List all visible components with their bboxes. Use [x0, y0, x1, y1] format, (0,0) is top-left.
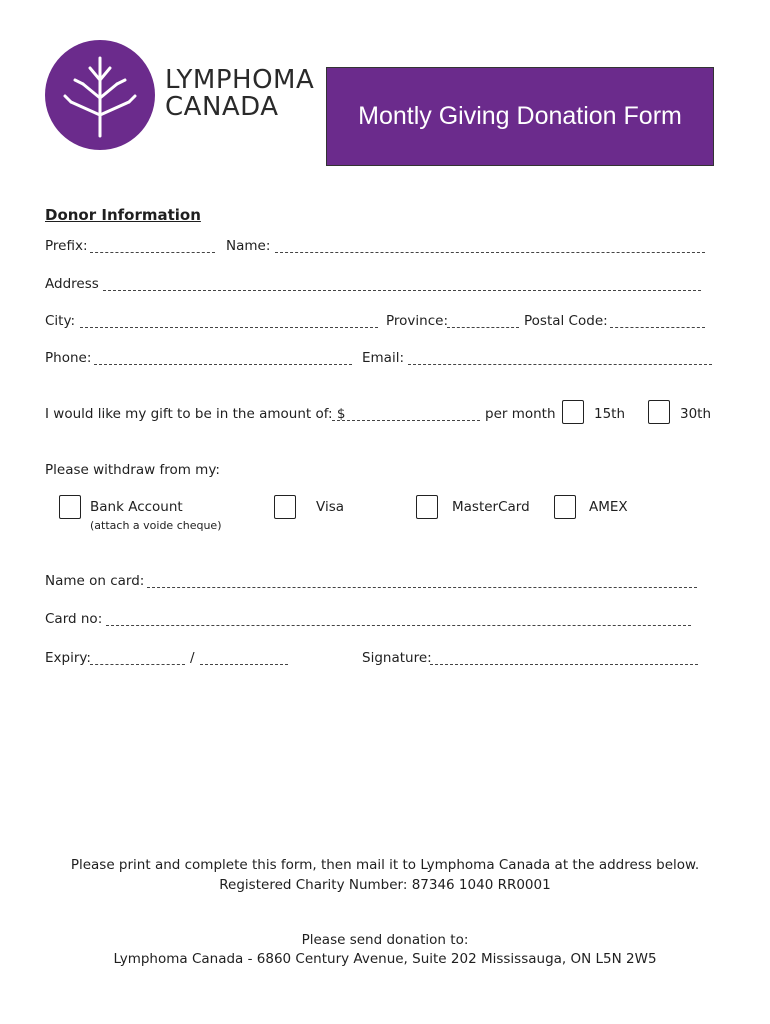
name-label: Name: [226, 238, 271, 254]
bank-account-label: Bank Account [90, 499, 183, 515]
phone-label: Phone: [45, 350, 92, 366]
city-field[interactable] [80, 327, 378, 328]
prefix-label: Prefix: [45, 238, 88, 254]
postal-code-field[interactable] [610, 327, 705, 328]
mastercard-label: MasterCard [452, 499, 530, 515]
day-15-label: 15th [594, 406, 626, 422]
card-number-label: Card no: [45, 611, 103, 627]
expiry-month-field[interactable] [90, 664, 185, 665]
charity-number-text: Registered Charity Number: 87346 1040 RR0001 [219, 877, 551, 893]
name-field[interactable] [275, 252, 705, 253]
withdraw-label: Please withdraw from my: [45, 462, 220, 478]
name-on-card-field[interactable] [147, 587, 697, 588]
amex-label: AMEX [589, 499, 628, 515]
gift-amount-field[interactable] [332, 420, 480, 421]
email-label: Email: [362, 350, 405, 366]
day-30-checkbox[interactable] [648, 400, 670, 424]
instructions-text: Please print and complete this form, then mail it to Lymphoma Canada at the address below. [70, 857, 700, 873]
postal-code-label: Postal Code: [524, 313, 608, 329]
bank-account-checkbox[interactable] [59, 495, 81, 519]
visa-checkbox[interactable] [274, 495, 296, 519]
logo-emblem [45, 40, 155, 150]
bank-account-note: (attach a voide cheque) [90, 519, 222, 532]
prefix-field[interactable] [90, 252, 215, 253]
card-number-field[interactable] [106, 625, 691, 626]
day-30-label: 30th [680, 406, 712, 422]
expiry-separator: / [190, 650, 195, 666]
address-field[interactable] [103, 290, 701, 291]
mailing-address: Lymphoma Canada - 6860 Century Avenue, Suite 202 Mississauga, ON L5N 2W5 [113, 951, 657, 967]
visa-label: Visa [316, 499, 344, 515]
signature-label: Signature: [362, 650, 432, 666]
expiry-label: Expiry: [45, 650, 91, 666]
brand-line-2: CANADA [165, 92, 279, 122]
expiry-year-field[interactable] [200, 664, 288, 665]
province-label: Province: [386, 313, 448, 329]
mastercard-checkbox[interactable] [416, 495, 438, 519]
province-field[interactable] [447, 327, 519, 328]
address-label: Address [45, 276, 99, 292]
per-month-label: per month [485, 406, 556, 422]
day-15-checkbox[interactable] [562, 400, 584, 424]
phone-field[interactable] [94, 364, 352, 365]
tree-icon [45, 40, 155, 150]
name-on-card-label: Name on card: [45, 573, 145, 589]
title-banner [326, 67, 714, 166]
city-label: City: [45, 313, 76, 329]
signature-field[interactable] [430, 664, 698, 665]
amex-checkbox[interactable] [554, 495, 576, 519]
gift-amount-label: I would like my gift to be in the amount of: $ [45, 406, 346, 422]
send-donation-label: Please send donation to: [301, 932, 469, 948]
page-title: Montly Giving Donation Form [358, 102, 682, 130]
donor-information-heading: Donor Information [45, 206, 201, 224]
brand-line-1: LYMPHOMA [165, 65, 315, 95]
email-field[interactable] [408, 364, 712, 365]
